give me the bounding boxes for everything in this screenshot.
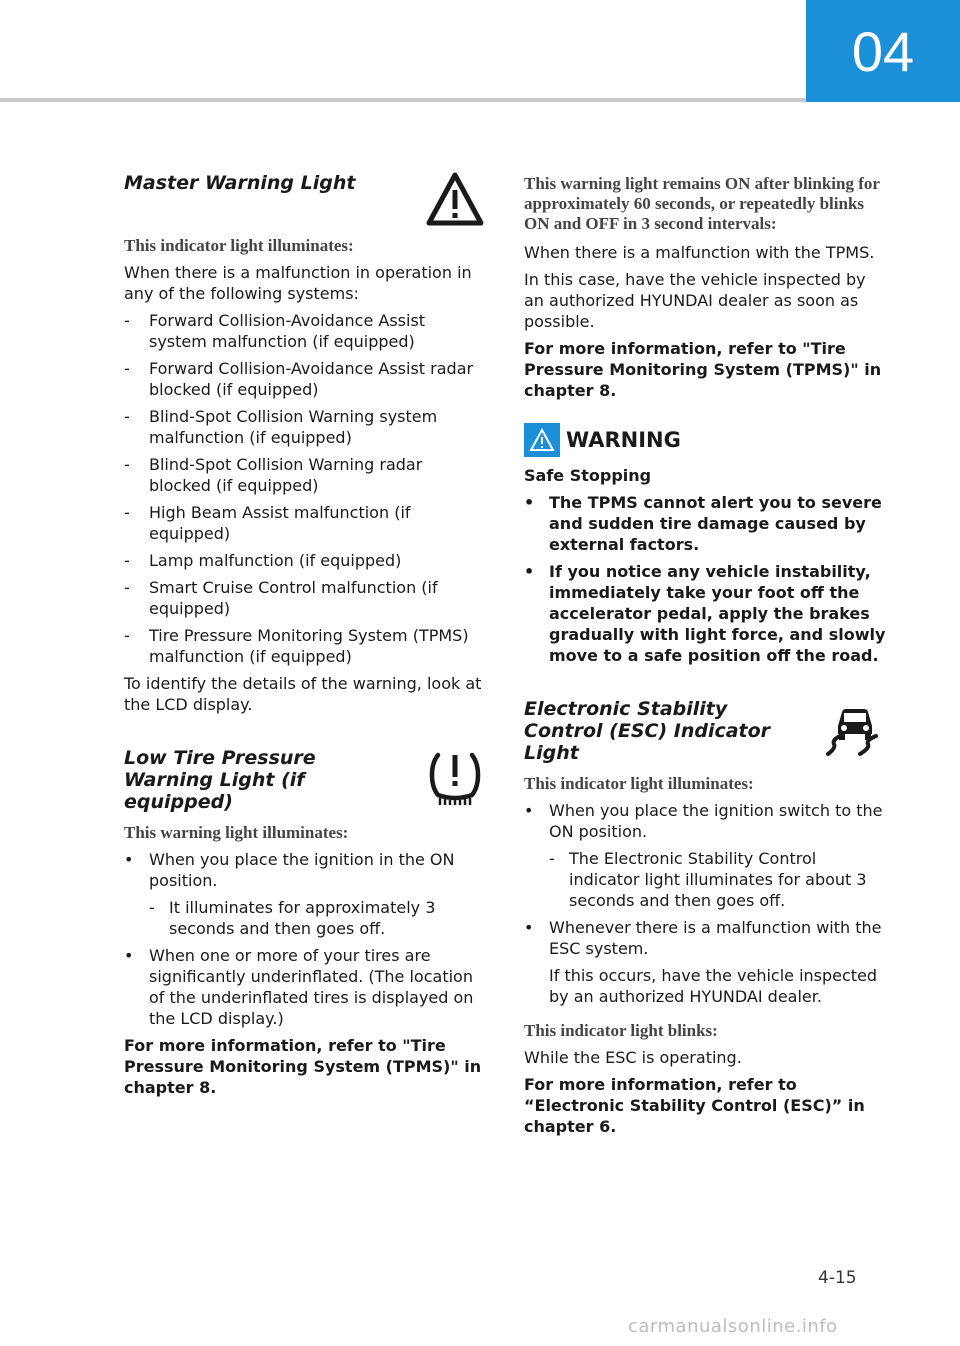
left-column [124,168,486,1104]
dash-marker: - [124,551,130,570]
warning-header [524,423,886,457]
warning-subtitle: Safe Stopping [524,466,652,485]
page-number: 4-15 [818,1268,857,1288]
list-item: - Blind-Spot Collision Warning radar blocked (if equipped) [124,455,423,495]
esc-operating-text: While the ESC is operating. [524,1048,742,1067]
tpms-sublist [149,897,486,939]
tpms-header [124,745,486,813]
list-item: - Forward Collision-Avoidance Assist system malfunction (if equipped) [124,311,426,351]
master-warning-title: Master Warning Light [124,172,356,194]
master-system-list [124,310,486,667]
dash-marker: - [124,455,130,474]
tpms-more-info-2: For more information, refer to "Tire Pressure Monitoring System (TPMS)" in chapter 8. [524,339,882,400]
bullet-marker: • [524,493,535,512]
bullet-marker: • [524,562,535,581]
watermark: carmanualsonline.info [628,1316,838,1337]
master-subheading: This indicator light illuminates: [124,236,354,255]
esc-subheading-blinks: This indicator light blinks: [524,1021,718,1040]
list-item: • When you place the ignition switch to the ON position. - The Electronic Stability Control indicator light illuminates for about 3 seconds and then goes off. [524,800,886,911]
tpms-more-info: For more information, refer to "Tire Pressure Monitoring System (TPMS)" in chapter 8. [124,1036,482,1097]
list-item: • Whenever there is a malfunction with the ESC system. If this occurs, have the vehicle inspected by an authorized HYUNDAI dealer. [524,917,886,1007]
list-item: - It illuminates for approximately 3 seconds and then goes off. [149,898,436,938]
master-outro: To identify the details of the warning, look at the LCD display. [124,674,482,714]
dash-marker: - [124,311,130,330]
chapter-tab: 04 [806,0,960,102]
tpms-title: Low Tire Pressure Warning Light (if equipped) [124,747,316,813]
list-item: - Forward Collision-Avoidance Assist radar blocked (if equipped) [124,359,474,399]
dash-marker: - [124,359,130,378]
warning-list [524,492,886,666]
dash-marker: - [149,898,155,917]
esc-bullets [524,800,886,1007]
dash-marker: - [549,849,555,868]
list-item: - High Beam Assist malfunction (if equipped) [124,503,411,543]
dash-marker: - [124,503,130,522]
tpms-inspect-text: In this case, have the vehicle inspected by an authorized HYUNDAI dealer as soon as possible. [524,270,866,331]
header-rule [0,98,806,102]
esc-sublist [549,848,886,911]
warning-badge [524,423,560,457]
tpms-blink-subheading: This warning light remains ON after blinking for approximately 60 seconds, or repeatedly blinks ON and OFF in 3 second intervals: [524,174,880,233]
master-intro: When there is a malfunction in operation in any of the following systems: [124,263,472,303]
dash-marker: - [124,578,130,597]
tpms-malfunction-text: When there is a malfunction with the TPMS. [524,243,875,262]
warning-triangle-icon [529,428,555,452]
tire-pressure-icon [424,745,486,807]
dash-marker: - [124,626,130,645]
tpms-subheading: This warning light illuminates: [124,823,349,842]
esc-title: Electronic Stability Control (ESC) Indicator Light [524,698,771,764]
list-item: • When one or more of your tires are significantly underinflated. (The location of the underinflated tires is displayed on the LCD display.) [124,946,474,1028]
right-column [524,174,886,1143]
dash-marker: - [124,407,130,426]
esc-inspect-text: If this occurs, have the vehicle inspected by an authorized HYUNDAI dealer. [549,966,878,1006]
list-item: - Lamp malfunction (if equipped) [124,551,402,570]
list-item: • If you notice any vehicle instability, immediately take your foot off the accelerator pedal, apply the brakes gradually with light force, and slowly move to a safe position off the road. [524,562,886,665]
master-warning-header [124,168,486,230]
list-item: - Tire Pressure Monitoring System (TPMS) malfunction (if equipped) [124,626,469,666]
list-item: • When you place the ignition in the ON position. - It illuminates for approximately 3 seconds and then goes off. [124,849,486,939]
bullet-marker: • [124,850,134,869]
esc-more-info: For more information, refer to “Electronic Stability Control (ESC)” in chapter 6. [524,1075,865,1136]
list-item: - The Electronic Stability Control indicator light illuminates for about 3 seconds and then goes off. [549,849,867,910]
bullet-marker: • [524,801,534,820]
tpms-bullets [124,849,486,1029]
bullet-marker: • [524,918,534,937]
list-item: - Smart Cruise Control malfunction (if equipped) [124,578,438,618]
esc-header [524,696,886,764]
esc-subheading-illuminates: This indicator light illuminates: [524,774,754,793]
list-item: - Blind-Spot Collision Warning system malfunction (if equipped) [124,407,438,447]
esc-skid-car-icon [824,696,886,758]
warning-title: WARNING [566,428,681,452]
warning-triangle-icon [424,168,486,230]
bullet-marker: • [124,946,134,965]
list-item: • The TPMS cannot alert you to severe and sudden tire damage caused by external factors. [524,493,882,554]
